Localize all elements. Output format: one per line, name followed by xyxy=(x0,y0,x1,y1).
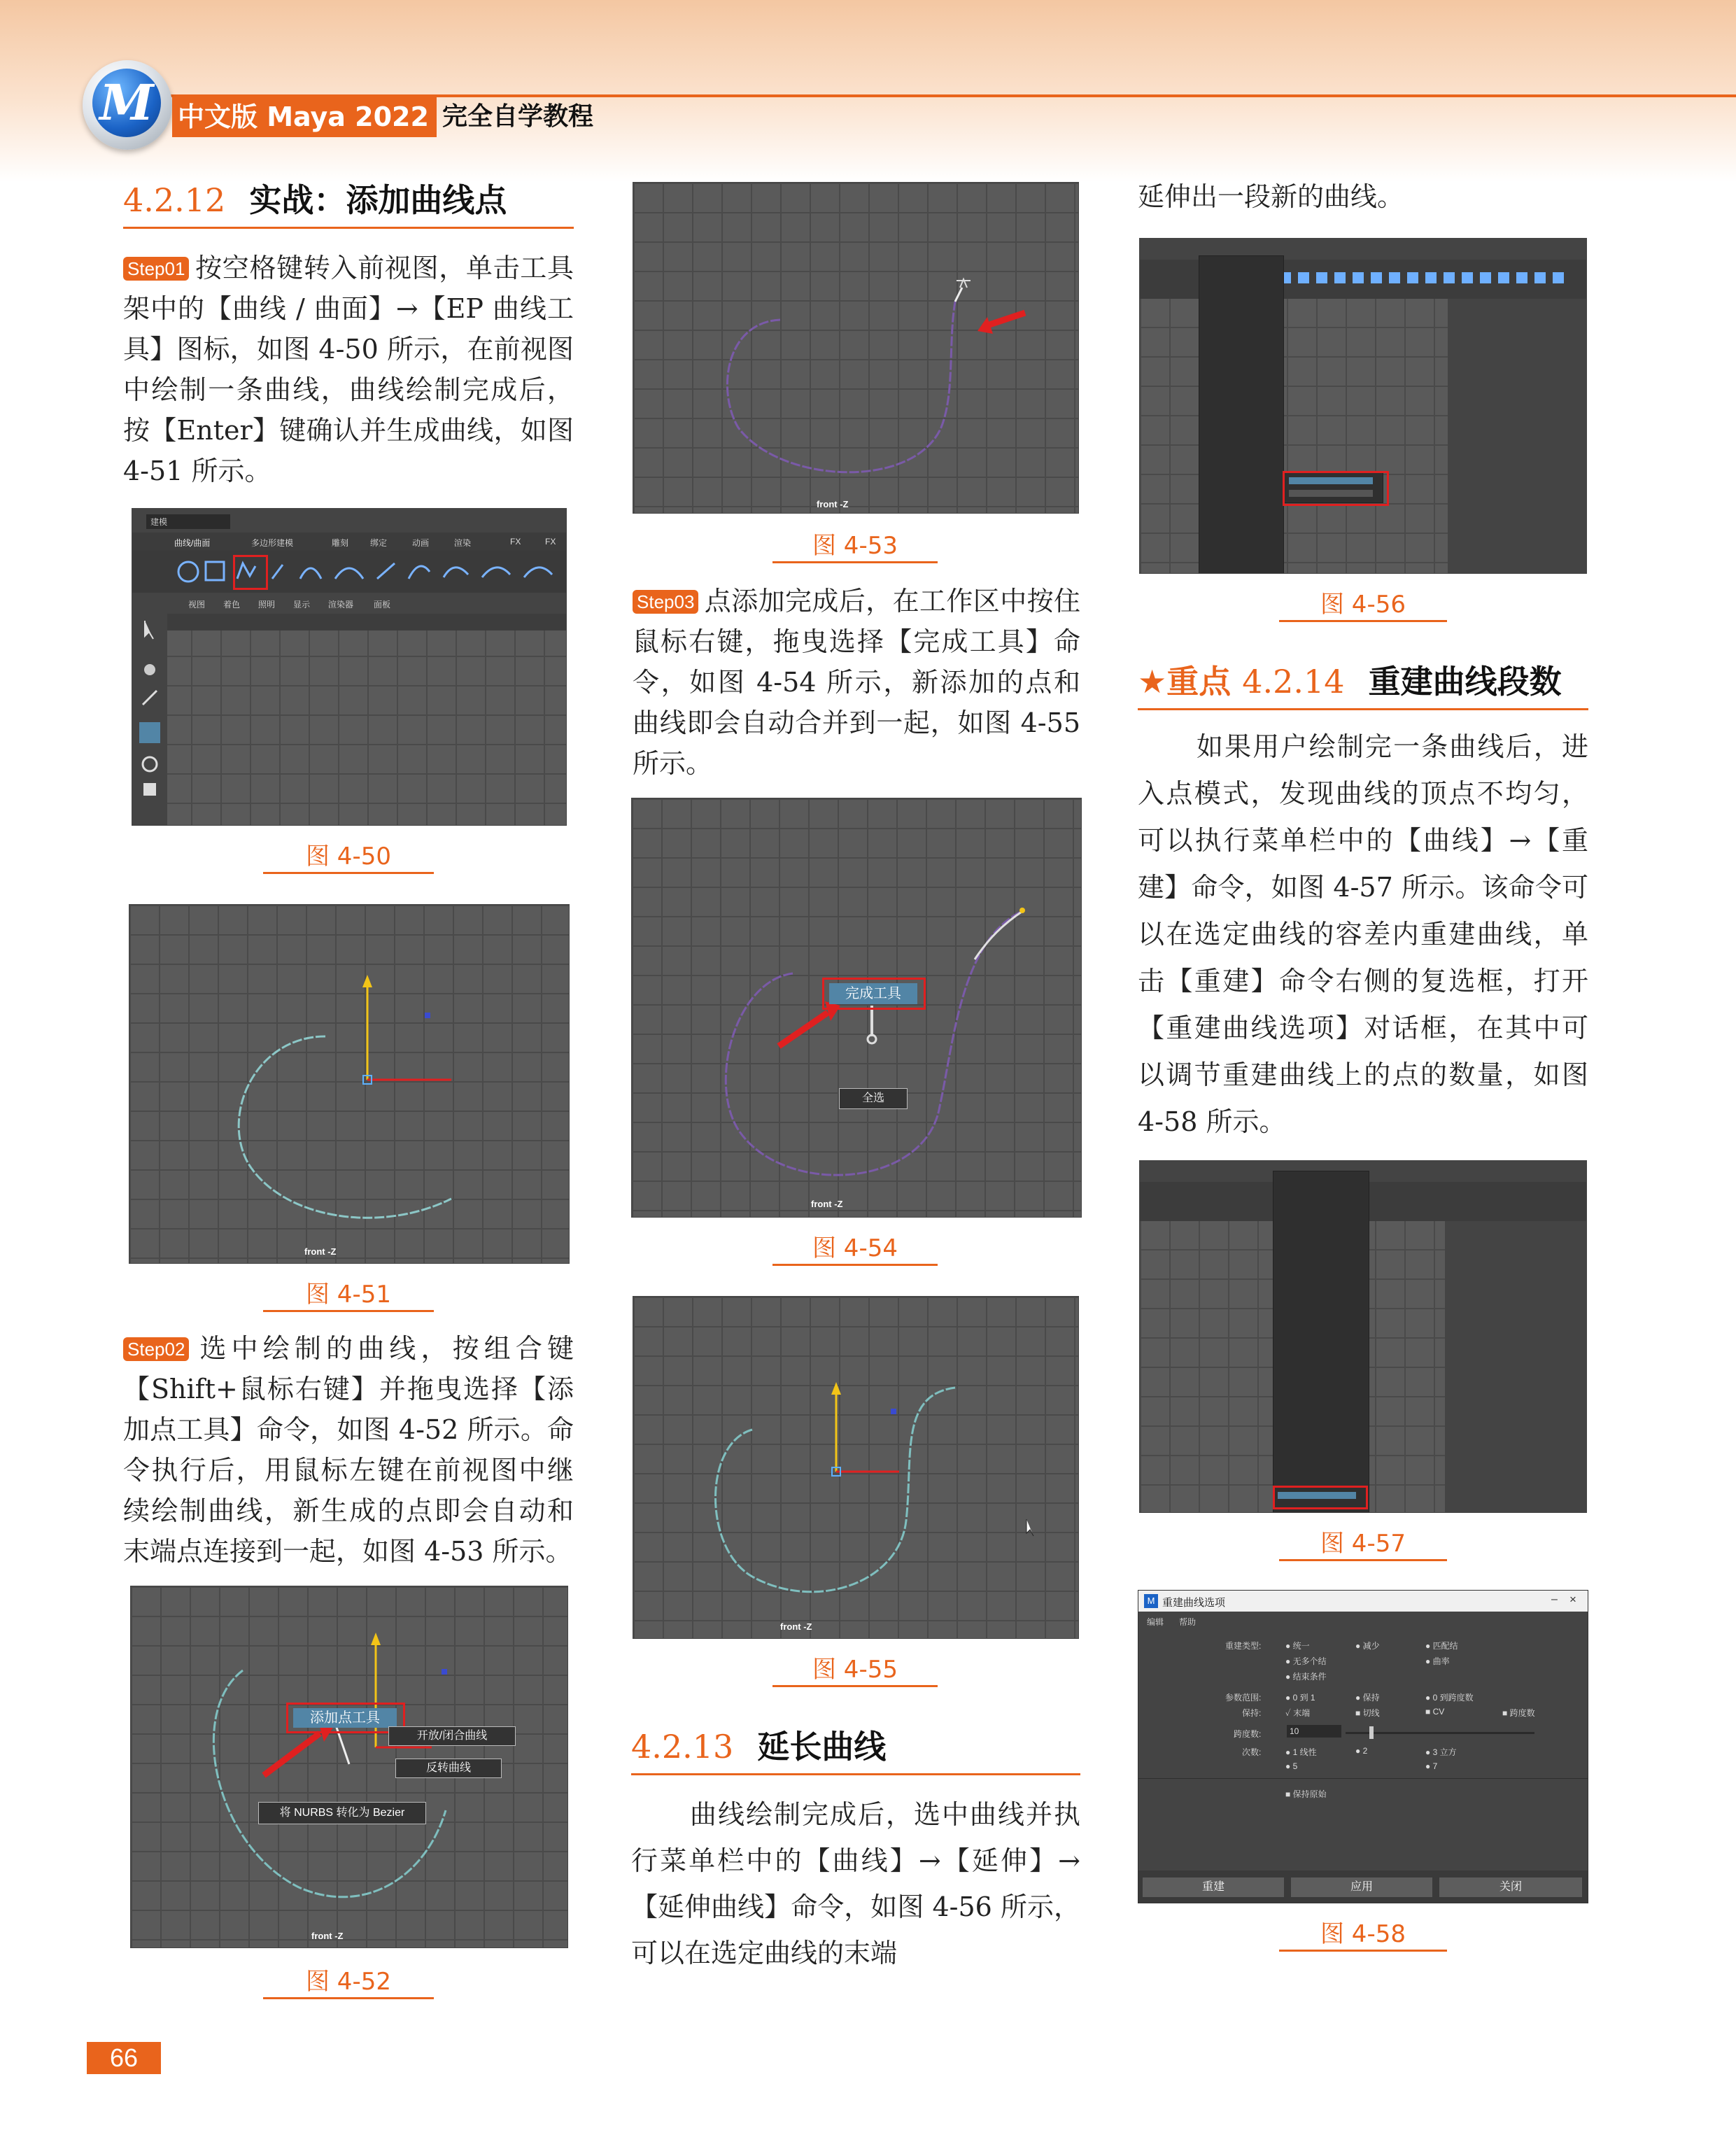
figure-4-55-screenshot xyxy=(633,1296,1079,1639)
checkbox-num-spans-label: 跨度数 xyxy=(1509,1708,1535,1718)
shelf-tab-poly[interactable]: 多边形建模 xyxy=(251,538,294,548)
step-badge: Step02 xyxy=(123,1337,189,1361)
checkbox-keep-original[interactable]: ■ 保持原始 xyxy=(1285,1789,1327,1799)
radio-degree-1-label: 1 线性 xyxy=(1292,1747,1317,1757)
checkbox-cv-label: CV xyxy=(1432,1707,1445,1717)
panel-menu-lighting[interactable]: 照明 xyxy=(258,600,276,610)
checkbox-ends[interactable]: ✓ 末端 xyxy=(1285,1708,1311,1718)
viewport-label: front -Z xyxy=(817,499,849,509)
caption-4-58: 图 4-58 xyxy=(1320,1920,1406,1948)
figure-4-52-screenshot xyxy=(130,1586,568,1948)
radio-no-multiple-knots-label: 无多个结 xyxy=(1292,1656,1327,1666)
menu-reverse-curve[interactable]: 反转曲线 xyxy=(395,1759,502,1778)
attribute-editor xyxy=(1448,299,1586,573)
shelf-curve-icons xyxy=(132,551,566,593)
radio-keep[interactable]: ● 保持 xyxy=(1355,1693,1380,1703)
header-band xyxy=(0,0,1736,182)
panel-toolbar xyxy=(132,614,566,630)
caption-rule xyxy=(263,872,434,874)
extend-curve-continued: 延伸出一段新的曲线。 xyxy=(1138,181,1404,212)
logo-letter: M xyxy=(92,69,161,137)
shelf-tab-anim[interactable]: 动画 xyxy=(412,538,430,548)
radio-uniform-label: 统一 xyxy=(1292,1641,1310,1651)
menu-help[interactable]: 帮助 xyxy=(1179,1617,1197,1627)
figure-4-51-screenshot xyxy=(129,904,570,1264)
radio-degree-7[interactable]: ● 7 xyxy=(1425,1761,1438,1771)
dialog-divider xyxy=(1138,1778,1588,1779)
radio-degree-5-label: 5 xyxy=(1292,1761,1298,1771)
curve-viewport-4-51 xyxy=(129,905,569,1263)
caption-4-52: 图 4-52 xyxy=(306,1968,391,1996)
radio-degree-3-label: 3 立方 xyxy=(1432,1747,1457,1757)
section-title: 重建曲线段数 xyxy=(1368,663,1562,700)
step2-text: 选中绘制的曲线，按组合键【Shift+鼠标右键】并拖曳选择【添加点工具】命令，如图 4-52 所示。命令执行后，用鼠标左键在前视图中继续绘制曲线，新生成的点即会自动和末端点连接到一起，如图 4-53 所示。 xyxy=(123,1333,574,1567)
checkbox-tangents[interactable]: ■ 切线 xyxy=(1355,1708,1380,1718)
shelf-tab-curves[interactable]: 曲线/曲面 xyxy=(174,538,211,548)
viewport-label: front -Z xyxy=(780,1621,812,1632)
shelf-tab-fx2[interactable]: FX xyxy=(545,537,556,547)
section-number: 4.2.14 xyxy=(1242,663,1345,700)
radio-match-knots-label: 匹配结 xyxy=(1432,1641,1458,1651)
radio-degree-5[interactable]: ● 5 xyxy=(1285,1761,1298,1771)
viewport-label: front -Z xyxy=(311,1931,344,1941)
complete-tool-highlight xyxy=(822,978,926,1010)
caption-rule xyxy=(263,1997,434,1999)
caption-4-50: 图 4-50 xyxy=(306,843,391,871)
panel-menu-view[interactable]: 视图 xyxy=(188,600,206,610)
radio-uniform[interactable]: ● 统一 xyxy=(1285,1641,1310,1651)
menu-open-close-curve[interactable]: 开放/闭合曲线 xyxy=(388,1726,516,1746)
caption-4-51: 图 4-51 xyxy=(306,1281,391,1309)
rebuild-type-label: 重建类型: xyxy=(1225,1641,1262,1651)
panel-menu-bar xyxy=(132,593,566,614)
checkbox-keep-original-label: 保持原始 xyxy=(1292,1789,1327,1799)
section-title: 实战：添加曲线点 xyxy=(249,181,507,219)
keep-label: 保持: xyxy=(1242,1708,1262,1718)
curve-viewport-4-53 xyxy=(633,183,1078,513)
spans-label: 跨度数: xyxy=(1234,1729,1262,1739)
radio-degree-1[interactable]: ● 1 线性 xyxy=(1285,1747,1317,1757)
section-number: 4.2.12 xyxy=(123,181,226,219)
caption-rule xyxy=(263,1310,434,1312)
viewport-label: front -Z xyxy=(304,1246,337,1257)
extend-highlight xyxy=(1283,471,1389,506)
step3-text: 点添加完成后，在工作区中按住鼠标右键，拖曳选择【完成工具】命令，如图 4-54 所示，新添加的点和曲线即会自动合并到一起，如图 4-55 所示。 xyxy=(633,586,1080,779)
caption-4-53: 图 4-53 xyxy=(812,532,898,560)
caption-rule xyxy=(1279,620,1447,622)
curves-menu[interactable] xyxy=(1199,255,1284,574)
radio-keep-label: 保持 xyxy=(1362,1693,1380,1703)
caption-4-57: 图 4-57 xyxy=(1320,1530,1406,1558)
radio-end-conditions-label: 结束条件 xyxy=(1292,1672,1327,1682)
attribute-editor xyxy=(1445,1221,1586,1512)
panel-menu-shading[interactable]: 着色 xyxy=(223,600,241,610)
menu-select-all[interactable]: 全选 xyxy=(839,1088,908,1109)
caption-rule xyxy=(772,561,938,563)
degree-label: 次数: xyxy=(1242,1747,1262,1757)
step-badge: Step01 xyxy=(123,257,189,281)
rebuild-curve-paragraph: 如果用户绘制完一条曲线后，进入点模式，发现曲线的顶点不均匀，可以执行菜单栏中的【曲线】→【重建】命令，如图 4-57 所示。该命令可以在选定曲线的容差内重建曲线，单击【重建】命令右侧的复选框，打开【重建曲线选项】对话框，在其中可以调节重建曲线上的点的数量，如图 4-58 所示。 xyxy=(1138,731,1588,1137)
book-title: 中文版 Maya 2022 xyxy=(172,97,437,137)
radio-0-to-spans[interactable]: ● 0 到跨度数 xyxy=(1425,1693,1474,1703)
mode-combo[interactable]: 建模 xyxy=(146,514,230,529)
curves-menu[interactable] xyxy=(1273,1171,1369,1513)
panel-menu-renderer[interactable]: 渲染器 xyxy=(328,600,354,610)
caption-4-55: 图 4-55 xyxy=(812,1656,898,1684)
menu-complete-tool[interactable]: 完成工具 xyxy=(829,983,917,1004)
section-rule xyxy=(123,227,574,229)
menu-add-point-tool[interactable]: 添加点工具 xyxy=(293,1708,397,1728)
apply-button[interactable]: 应用 xyxy=(1291,1877,1432,1897)
page-number: 66 xyxy=(87,2042,161,2074)
section-rule xyxy=(631,1773,1080,1775)
step2-paragraph xyxy=(123,1328,574,1572)
viewport-label: front -Z xyxy=(811,1199,843,1209)
caption-rule xyxy=(772,1685,938,1687)
curve-viewport-4-55 xyxy=(633,1297,1078,1638)
caption-4-54: 图 4-54 xyxy=(812,1234,898,1262)
minimize-icon[interactable]: – xyxy=(1551,1593,1558,1605)
ep-curve-tool-highlight xyxy=(233,555,268,590)
extend-curve-paragraph: 曲线绘制完成后，选中曲线并执行菜单栏中的【曲线】→【延伸】→【延伸曲线】命令，如图 4-56 所示，可以在选定曲线的末端 xyxy=(631,1799,1080,1968)
param-range-label: 参数范围: xyxy=(1225,1693,1262,1703)
checkbox-tangents-label: 切线 xyxy=(1362,1708,1380,1718)
menu-nurbs-to-bezier[interactable]: 将 NURBS 转化为 Bezier xyxy=(258,1802,426,1824)
dialog-title: 重建曲线选项 xyxy=(1162,1597,1226,1609)
radio-curvature[interactable]: ● 曲率 xyxy=(1425,1656,1450,1666)
panel-menu-show[interactable]: 显示 xyxy=(293,600,311,610)
add-point-highlight xyxy=(286,1703,405,1733)
spans-slider-handle[interactable] xyxy=(1369,1726,1374,1739)
radio-0-to-1[interactable]: ● 0 到 1 xyxy=(1285,1693,1315,1703)
step3-paragraph xyxy=(633,581,1080,784)
shelf-tab-rig[interactable]: 绑定 xyxy=(370,538,388,548)
spans-field[interactable]: 10 xyxy=(1287,1725,1341,1738)
section-heading-4-2-13 xyxy=(631,1721,886,1768)
curve-viewport-4-52 xyxy=(131,1586,567,1947)
spans-slider[interactable] xyxy=(1346,1732,1534,1734)
radio-reduce[interactable]: ● 减少 xyxy=(1355,1641,1380,1651)
maya-icon: M xyxy=(1144,1594,1158,1608)
close-icon[interactable]: × xyxy=(1569,1593,1576,1606)
checkbox-num-spans[interactable]: ■ 跨度数 xyxy=(1502,1708,1535,1718)
panel-menu-panels[interactable]: 面板 xyxy=(374,600,391,610)
radio-end-conditions[interactable]: ● 结束条件 xyxy=(1285,1672,1327,1682)
radio-degree-2[interactable]: ● 2 xyxy=(1355,1746,1368,1756)
rebuild-button[interactable]: 重建 xyxy=(1143,1877,1284,1897)
shelf-tab-render[interactable]: 渲染 xyxy=(454,538,472,548)
shelf-tab-fx[interactable]: FX xyxy=(510,537,521,547)
dialog-titlebar xyxy=(1138,1591,1588,1612)
step1-text: 按空格键转入前视图，单击工具架中的【曲线 / 曲面】→【EP 曲线工具】图标，如图 4-50 所示，在前视图中绘制一条曲线，曲线绘制完成后，按【Enter】键确认并生成曲线，如图 4-51 所示。 xyxy=(123,253,574,486)
caption-4-56: 图 4-56 xyxy=(1320,591,1406,619)
radio-0-to-1-label: 0 到 1 xyxy=(1292,1693,1315,1703)
close-button[interactable]: 关闭 xyxy=(1439,1877,1582,1897)
radio-degree-3[interactable]: ● 3 立方 xyxy=(1425,1747,1457,1757)
radio-no-multiple-knots[interactable]: ● 无多个结 xyxy=(1285,1656,1327,1666)
checkbox-ends-label: 末端 xyxy=(1293,1708,1311,1718)
figure-4-53-screenshot xyxy=(633,182,1079,514)
caption-rule xyxy=(772,1264,938,1266)
checkbox-cv[interactable]: ■ CV xyxy=(1425,1707,1445,1717)
rebuild-highlight xyxy=(1273,1486,1368,1509)
figure-4-50-screenshot xyxy=(132,508,567,826)
toolbox xyxy=(132,593,167,825)
radio-degree-7-label: 7 xyxy=(1432,1761,1438,1771)
shelf-icons xyxy=(132,551,566,593)
figure-4-54-screenshot xyxy=(631,798,1082,1218)
figure-4-57-screenshot xyxy=(1139,1160,1587,1513)
section-heading-4-2-12 xyxy=(123,175,507,221)
menu-edit[interactable]: 编辑 xyxy=(1147,1617,1164,1627)
toolbox-icons xyxy=(132,593,167,825)
radio-degree-2-label: 2 xyxy=(1362,1746,1368,1756)
section-title: 延长曲线 xyxy=(757,1728,887,1766)
figure-4-56-screenshot xyxy=(1139,238,1587,574)
key-point-star: ★重点 xyxy=(1138,663,1232,700)
section-heading-4-2-14 xyxy=(1138,656,1562,703)
section-rule xyxy=(1138,708,1588,710)
shelf-tab-sculpt[interactable]: 雕刻 xyxy=(332,538,349,548)
section-number: 4.2.13 xyxy=(631,1728,734,1766)
radio-0-to-spans-label: 0 到跨度数 xyxy=(1432,1693,1474,1703)
book-subtitle: 完全自学教程 xyxy=(431,97,593,137)
figure-4-58-dialog xyxy=(1138,1590,1588,1903)
step1-paragraph xyxy=(123,248,574,491)
shelf-tabs-bar xyxy=(132,533,566,551)
maya-logo xyxy=(83,60,172,150)
caption-rule xyxy=(1279,1559,1447,1561)
radio-curvature-label: 曲率 xyxy=(1432,1656,1450,1666)
radio-reduce-label: 减少 xyxy=(1362,1641,1380,1651)
step-badge: Step03 xyxy=(633,590,698,614)
caption-rule xyxy=(1279,1950,1447,1952)
radio-match-knots[interactable]: ● 匹配结 xyxy=(1425,1641,1458,1651)
